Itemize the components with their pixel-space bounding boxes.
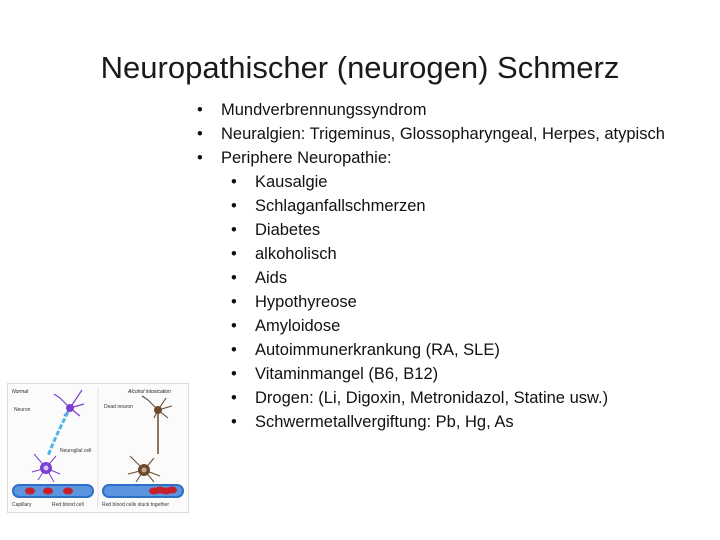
bullet-dot-icon: •	[231, 197, 237, 215]
bullet-dot-icon: •	[231, 269, 237, 287]
sub-bullet-item	[195, 290, 715, 314]
bullet-dot-icon: •	[197, 125, 203, 143]
bullet-dot-icon: •	[197, 149, 203, 167]
capillary-left	[12, 484, 94, 498]
red-blood-cell-label: Red blood cell	[52, 502, 84, 508]
sub-bullet-item	[195, 194, 715, 218]
sub-bullet-item	[195, 218, 715, 242]
neuron-label: Neuron	[14, 407, 31, 413]
sub-bullet-item	[195, 266, 715, 290]
bullet-dot-icon: •	[231, 245, 237, 263]
bullet-text: Drogen: (Li, Digoxin, Metronidazol, Statine usw.)	[255, 389, 609, 407]
sub-bullet-item	[195, 338, 715, 362]
bullet-dot-icon: •	[231, 293, 237, 311]
bullet-item	[195, 146, 715, 170]
bullet-list	[195, 98, 715, 434]
bullet-text: Kausalgie	[255, 173, 328, 191]
bullet-text: Amyloidose	[255, 317, 341, 335]
bullet-dot-icon: •	[231, 317, 237, 335]
bullet-dot-icon: •	[197, 101, 203, 119]
sub-bullet-item	[195, 170, 715, 194]
left-heading: Normal	[12, 389, 29, 395]
neuroglial-label: Neuroglial cell	[60, 448, 92, 454]
bullet-text: alkoholisch	[255, 245, 337, 263]
bullet-text: Hypothyreose	[255, 293, 357, 311]
dead-neuron-label: Dead neuron	[104, 404, 133, 410]
bullet-item	[195, 98, 715, 122]
bullet-text: Diabetes	[255, 221, 321, 239]
bullet-dot-icon: •	[231, 365, 237, 383]
bullet-text: Aids	[255, 269, 288, 287]
healthy-neuron	[54, 390, 84, 416]
bullet-text: Mundverbrennungssyndrom	[221, 101, 427, 119]
capillary-right	[102, 484, 184, 498]
capillary-label: Capillary	[12, 502, 32, 508]
bullet-dot-icon: •	[231, 341, 237, 359]
sub-bullet-item	[195, 314, 715, 338]
bullet-text: Schwermetallvergiftung: Pb, Hg, As	[255, 413, 514, 431]
bullet-text: Periphere Neuropathie:	[221, 149, 392, 167]
stuck-cells-label: Red blood cells stuck together	[102, 502, 169, 508]
sub-bullet-item	[195, 242, 715, 266]
sub-bullet-item	[195, 386, 715, 410]
neuron-illustration	[7, 383, 189, 513]
right-heading: Alcohol intoxication	[128, 389, 171, 395]
sub-bullet-item	[195, 410, 715, 434]
sub-bullet-item	[195, 362, 715, 386]
bullet-dot-icon: •	[231, 389, 237, 407]
neuron-diagram	[8, 384, 188, 512]
bullet-text: Vitaminmangel (B6, B12)	[255, 365, 439, 383]
bullet-item	[195, 122, 715, 146]
bullet-text: Autoimmunerkrankung (RA, SLE)	[255, 341, 500, 359]
bullet-dot-icon: •	[231, 173, 237, 191]
bullet-text: Schlaganfallschmerzen	[255, 197, 426, 215]
slide-title: Neuropathischer (neurogen) Schmerz	[100, 50, 620, 85]
bullet-dot-icon: •	[231, 221, 237, 239]
dead-neuron	[142, 396, 172, 454]
bullet-dot-icon: •	[231, 413, 237, 431]
bullet-text: Neuralgien: Trigeminus, Glossopharyngeal, Herpes, atypisch	[221, 125, 665, 143]
